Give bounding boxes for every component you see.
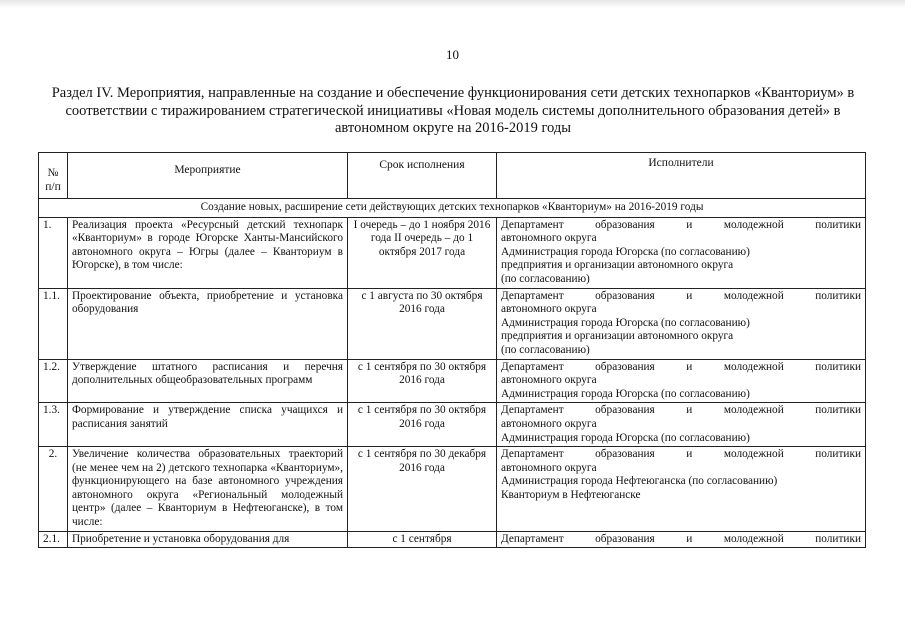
header-term: Срок исполнения <box>348 153 497 199</box>
table-row <box>39 531 866 548</box>
row-term: с 1 сентября по 30 октября 2016 года <box>348 403 497 447</box>
executor-line: Администрация города Нефтеюганска (по согласованию) <box>501 475 778 488</box>
executor-line: Департамент образования и молодежной политики <box>501 360 861 373</box>
row-executors <box>497 288 866 359</box>
executor-line: (по согласованию) <box>501 343 590 356</box>
section-title: Создание новых, расширение сети действующих детских технопарков «Кванториум» на 2016-2019 годы <box>39 199 866 218</box>
row-activity: Увеличение количества образовательных траекторий (не менее чем на 2) детского технопарка «Кванториум», функционирующего на базе автономного учреждения автономного округа «Региональный молодежный центр» (далее – Кванториум в Нефтеюганске), в том числе: <box>68 447 348 532</box>
table-header-row <box>39 153 866 199</box>
executor-line: (по согласованию) <box>501 272 590 285</box>
row-term: с 1 сентября по 30 октября 2016 года <box>348 359 497 403</box>
page-number: 10 <box>446 47 459 62</box>
table-row <box>39 217 866 288</box>
executor-line: автономного округа <box>501 232 597 245</box>
executor-line: Департамент образования и молодежной политики <box>501 404 861 417</box>
section-row <box>39 199 866 218</box>
row-executors <box>497 217 866 288</box>
executor-line: автономного округа <box>501 417 597 430</box>
executor-line: предприятия и организации автономного округа <box>501 259 734 272</box>
executor-line: Администрация города Югорска (по согласованию) <box>501 387 750 400</box>
header-activity: Мероприятие <box>68 153 348 199</box>
table-row <box>39 288 866 359</box>
table-row <box>39 403 866 447</box>
executor-line: Департамент образования и молодежной политики <box>501 289 861 302</box>
executor-line: Кванториум в Нефтеюганске <box>501 488 641 501</box>
row-term: I очередь – до 1 ноября 2016 года II очередь – до 1 октября 2017 года <box>348 217 497 288</box>
header-executors: Исполнители <box>497 153 866 199</box>
executor-line: автономного округа <box>501 303 597 316</box>
row-executors <box>497 359 866 403</box>
executor-line: предприятия и организации автономного округа <box>501 330 734 343</box>
row-term: с 1 сентября по 30 декабря 2016 года <box>348 447 497 532</box>
header-num: № п/п <box>39 153 68 199</box>
executor-line: автономного округа <box>501 374 597 387</box>
row-num: 1.1. <box>39 288 68 359</box>
row-num: 1.3. <box>39 403 68 447</box>
row-executors <box>497 447 866 532</box>
section-heading: Раздел IV. Мероприятия, направленные на создание и обеспечение функционирования сети детских технопарков «Кванториум» в соответствии с тиражированием стратегической инициативы «Новая модель системы дополнительного образования детей» в автономном округе на 2016-2019 годы <box>51 85 855 136</box>
executor-line: Департамент образования и молодежной политики <box>501 218 861 231</box>
executor-line: Департамент образования и молодежной политики <box>501 448 861 461</box>
row-num: 2. <box>39 447 68 532</box>
row-activity: Приобретение и установка оборудования для <box>68 531 348 548</box>
scan-edge <box>0 0 905 8</box>
row-num: 2.1. <box>39 531 68 548</box>
row-term: с 1 сентября <box>348 531 497 548</box>
executor-line: Администрация города Югорска (по согласованию) <box>501 316 750 329</box>
executor-line: Администрация города Югорска (по согласованию) <box>501 245 750 258</box>
table-row <box>39 447 866 532</box>
row-term: с 1 августа по 30 октября 2016 года <box>348 288 497 359</box>
executor-line: Департамент образования и молодежной политики <box>501 532 861 545</box>
row-activity: Проектирование объекта, приобретение и установка оборудования <box>68 288 348 359</box>
row-num: 1.2. <box>39 359 68 403</box>
row-num: 1. <box>39 217 68 288</box>
row-executors <box>497 403 866 447</box>
executor-line: Администрация города Югорска (по согласованию) <box>501 431 750 444</box>
row-executors <box>497 531 866 548</box>
table-row <box>39 359 866 403</box>
activities-table <box>38 152 866 548</box>
executor-line: автономного округа <box>501 461 597 474</box>
row-activity: Утверждение штатного расписания и перечня дополнительных общеобразовательных программ <box>68 359 348 403</box>
row-activity: Формирование и утверждение списка учащихся и расписания занятий <box>68 403 348 447</box>
row-activity: Реализация проекта «Ресурсный детский технопарк «Кванториум» в городе Югорске Ханты-Мансийского автономного округа – Югры (далее – Кванториум в Югорске), в том числе: <box>68 217 348 288</box>
